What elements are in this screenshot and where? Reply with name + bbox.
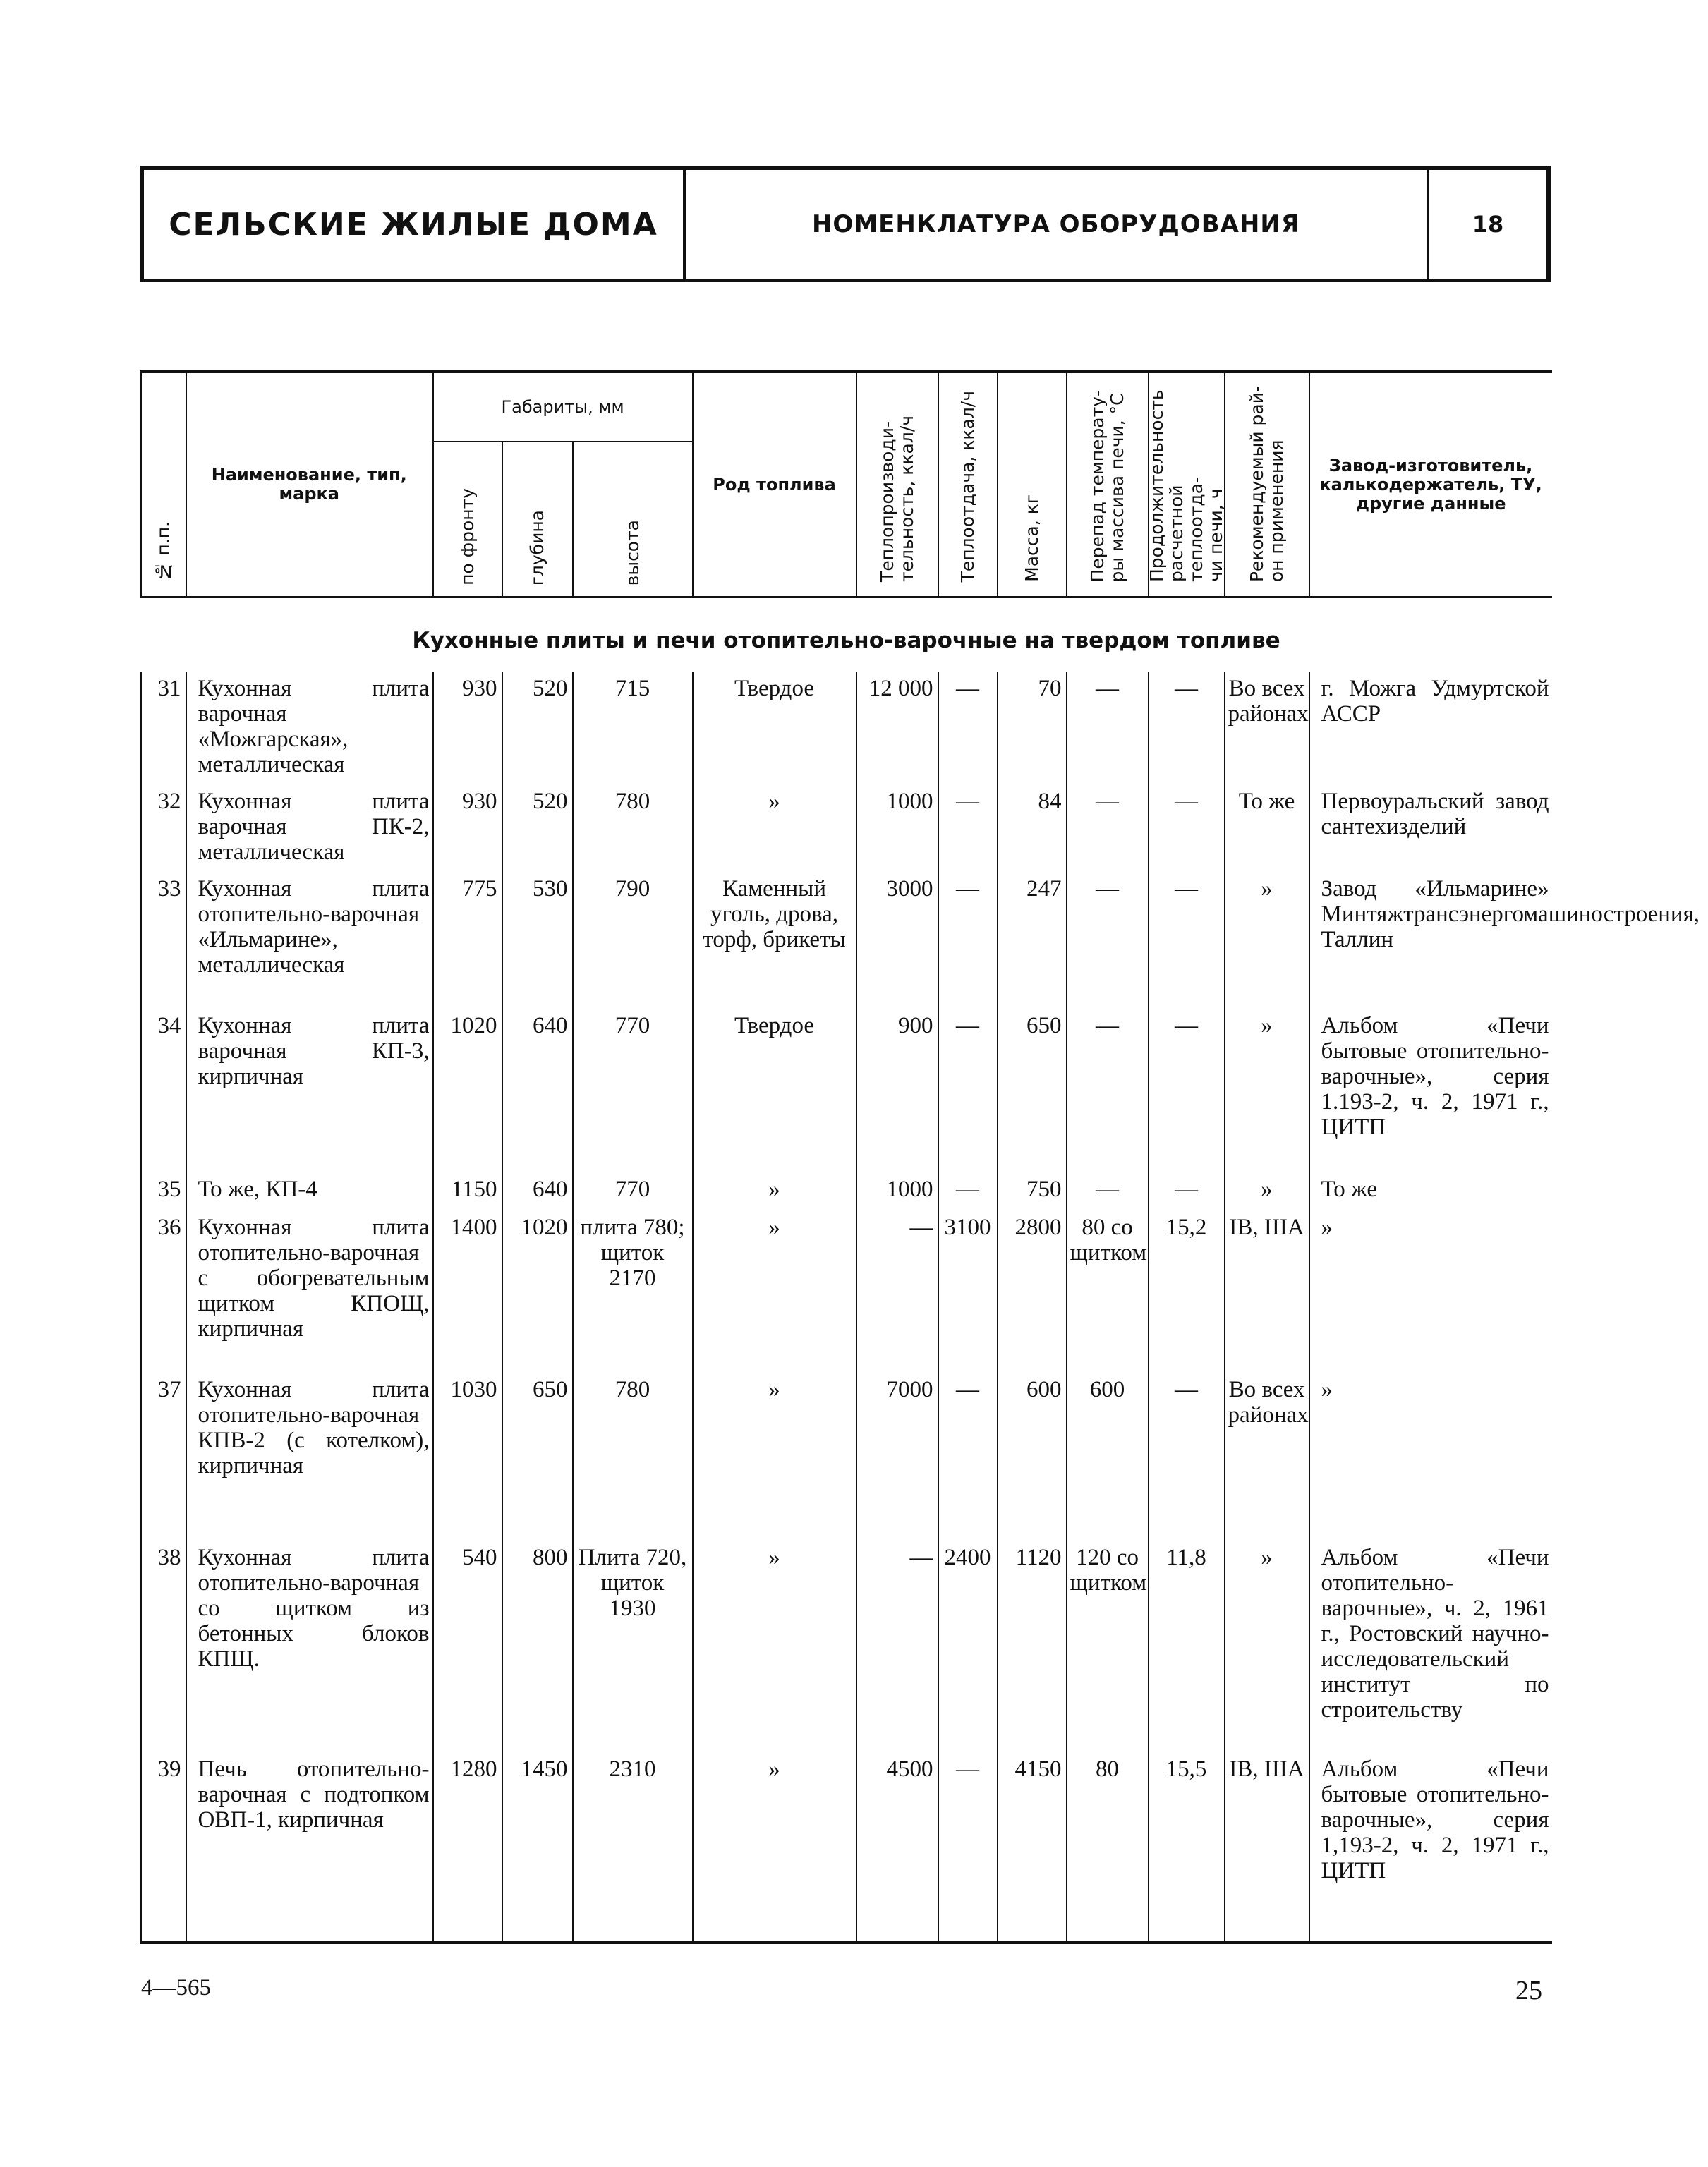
- cell-heat-output: 900: [856, 1009, 938, 1172]
- cell-heat-output: —: [856, 1541, 938, 1752]
- series-title: СЕЛЬСКИЕ ЖИЛЫЕ ДОМА: [144, 170, 686, 279]
- cell-mass: 2800: [998, 1210, 1067, 1373]
- cell-region: Во всех районах: [1225, 1373, 1309, 1541]
- section-row: [141, 597, 1552, 672]
- cell-height: 770: [573, 1172, 693, 1210]
- cell-temp-diff: —: [1067, 672, 1149, 784]
- col-header-duration: Продолжительность расчетной теплоотда- чи печи, ч: [1149, 372, 1225, 597]
- cell-duration: —: [1149, 872, 1225, 1009]
- cell-temp-diff: —: [1067, 784, 1149, 872]
- cell-fuel: »: [693, 1752, 856, 1943]
- col-header-maker: Завод-изготовитель, калькодержатель, ТУ, другие данные: [1309, 372, 1552, 597]
- cell-depth: 520: [502, 784, 573, 872]
- col-header-depth: глубина: [502, 442, 573, 597]
- cell-heat-output: 1000: [856, 1172, 938, 1210]
- cell-fuel: »: [693, 784, 856, 872]
- col-header-height: высота: [573, 442, 693, 597]
- cell-num: 31: [141, 672, 186, 784]
- cell-front: 540: [433, 1541, 502, 1752]
- cell-depth: 650: [502, 1373, 573, 1541]
- cell-name: То же, КП-4: [186, 1172, 433, 1210]
- cell-maker: Первоуральский завод сантехизделий: [1309, 784, 1552, 872]
- cell-front: 930: [433, 672, 502, 784]
- cell-height: 715: [573, 672, 693, 784]
- cell-name: Кухонная плита варочная КП-3, кирпичная: [186, 1009, 433, 1172]
- cell-name: Кухонная плита отопительно-варочная КПВ-2 (с котелком), кирпичная: [186, 1373, 433, 1541]
- cell-front: 1400: [433, 1210, 502, 1373]
- section-heading: НОМЕНКЛАТУРА ОБОРУДОВАНИЯ: [686, 170, 1429, 279]
- cell-num: 34: [141, 1009, 186, 1172]
- cell-mass: 84: [998, 784, 1067, 872]
- cell-name: Кухонная плита отопительно-варочная с обогревательным щитком КПОЩ, кирпичная: [186, 1210, 433, 1373]
- table-row: [141, 784, 1552, 872]
- cell-fuel: Каменный уголь, дрова, торф, брикеты: [693, 872, 856, 1009]
- col-header-name: Наименование, тип, марка: [186, 372, 433, 597]
- cell-heat-output: —: [856, 1210, 938, 1373]
- cell-heat-transfer: —: [938, 1172, 998, 1210]
- col-header-num: № п.п.: [141, 372, 186, 597]
- cell-maker: »: [1309, 1373, 1552, 1541]
- cell-height: 790: [573, 872, 693, 1009]
- cell-region: Во всех районах: [1225, 672, 1309, 784]
- cell-height: 780: [573, 784, 693, 872]
- cell-height: Плита 720, щиток 1930: [573, 1541, 693, 1752]
- table-row: [141, 1009, 1552, 1172]
- cell-num: 36: [141, 1210, 186, 1373]
- cell-height: 2310: [573, 1752, 693, 1943]
- cell-region: IB, IIIA: [1225, 1210, 1309, 1373]
- col-header-region: Рекомендуемый рай- он применения: [1225, 372, 1309, 597]
- cell-mass: 600: [998, 1373, 1067, 1541]
- cell-depth: 640: [502, 1009, 573, 1172]
- cell-num: 33: [141, 872, 186, 1009]
- col-header-dimensions: Габариты, мм: [433, 372, 693, 442]
- col-header-temp-diff: Перепад температу- ры массива печи, °С: [1067, 372, 1149, 597]
- cell-mass: 247: [998, 872, 1067, 1009]
- col-header-heat-output: Теплопроизводи- тельность, ккал/ч: [856, 372, 938, 597]
- cell-heat-transfer: —: [938, 872, 998, 1009]
- cell-heat-output: 3000: [856, 872, 938, 1009]
- document-code: 4—565: [141, 1975, 211, 2001]
- cell-fuel: Твердое: [693, 1009, 856, 1172]
- cell-heat-transfer: —: [938, 1752, 998, 1943]
- cell-name: Кухонная плита варочная ПК-2, металлическая: [186, 784, 433, 872]
- cell-region: »: [1225, 1172, 1309, 1210]
- cell-fuel: »: [693, 1541, 856, 1752]
- cell-height: 780: [573, 1373, 693, 1541]
- table-row: [141, 1373, 1552, 1541]
- table-row: [141, 872, 1552, 1009]
- table-row: [141, 1172, 1552, 1210]
- cell-maker: Альбом «Печи бытовые отопительно-варочные», серия 1.193-2, ч. 2, 1971 г., ЦИТП: [1309, 1009, 1552, 1172]
- cell-front: 1020: [433, 1009, 502, 1172]
- cell-heat-transfer: —: [938, 672, 998, 784]
- cell-duration: —: [1149, 1009, 1225, 1172]
- cell-name: Кухонная плита варочная «Можгарская», металлическая: [186, 672, 433, 784]
- equipment-table: [140, 370, 1700, 1944]
- cell-front: 775: [433, 872, 502, 1009]
- cell-height: 770: [573, 1009, 693, 1172]
- cell-duration: —: [1149, 784, 1225, 872]
- cell-fuel: »: [693, 1172, 856, 1210]
- col-header-heat-transfer: Теплоотдача, ккал/ч: [938, 372, 998, 597]
- cell-temp-diff: 120 со щитком: [1067, 1541, 1149, 1752]
- cell-depth: 520: [502, 672, 573, 784]
- cell-temp-diff: —: [1067, 1009, 1149, 1172]
- cell-mass: 4150: [998, 1752, 1067, 1943]
- cell-maker: То же: [1309, 1172, 1552, 1210]
- cell-temp-diff: 80 со щитком: [1067, 1210, 1149, 1373]
- cell-mass: 750: [998, 1172, 1067, 1210]
- cell-depth: 1450: [502, 1752, 573, 1943]
- cell-region: То же: [1225, 784, 1309, 872]
- cell-mass: 650: [998, 1009, 1067, 1172]
- cell-duration: 15,5: [1149, 1752, 1225, 1943]
- cell-temp-diff: 600: [1067, 1373, 1149, 1541]
- cell-heat-output: 1000: [856, 784, 938, 872]
- table-header: [141, 372, 1552, 597]
- cell-region: »: [1225, 1541, 1309, 1752]
- table-row: [141, 1752, 1552, 1943]
- cell-maker: Альбом «Печи отопительно-варочные», ч. 2, 1961 г., Ростовский научно-исследовательский институт по строительству: [1309, 1541, 1552, 1752]
- cell-name: Кухонная плита отопительно-варочная «Ильмарине», металлическая: [186, 872, 433, 1009]
- cell-duration: 15,2: [1149, 1210, 1225, 1373]
- cell-maker: Альбом «Печи бытовые отопительно-варочные», серия 1,193-2, ч. 2, 1971 г., ЦИТП: [1309, 1752, 1552, 1943]
- cell-num: 39: [141, 1752, 186, 1943]
- cell-heat-transfer: —: [938, 1373, 998, 1541]
- cell-mass: 70: [998, 672, 1067, 784]
- cell-name: Кухонная плита отопительно-варочная со щитком из бетонных блоков КПЩ.: [186, 1541, 433, 1752]
- cell-duration: 11,8: [1149, 1541, 1225, 1752]
- cell-duration: —: [1149, 1172, 1225, 1210]
- table-row: [141, 672, 1552, 784]
- cell-heat-transfer: —: [938, 784, 998, 872]
- cell-heat-transfer: 2400: [938, 1541, 998, 1752]
- page-number: 25: [1515, 1976, 1542, 2005]
- cell-depth: 800: [502, 1541, 573, 1752]
- cell-heat-transfer: —: [938, 1009, 998, 1172]
- cell-mass: 1120: [998, 1541, 1067, 1752]
- cell-front: 1280: [433, 1752, 502, 1943]
- cell-region: IB, IIIA: [1225, 1752, 1309, 1943]
- cell-temp-diff: 80: [1067, 1752, 1149, 1943]
- cell-name: Печь отопительно-варочная с подтопком ОВП-1, кирпичная: [186, 1752, 433, 1943]
- cell-duration: —: [1149, 672, 1225, 784]
- cell-maker: Завод «Ильмарине» Минтяжтрансэнергомашиностроения, Таллин: [1309, 872, 1552, 1009]
- cell-temp-diff: —: [1067, 872, 1149, 1009]
- cell-fuel: Твердое: [693, 672, 856, 784]
- cell-heat-output: 7000: [856, 1373, 938, 1541]
- cell-num: 38: [141, 1541, 186, 1752]
- table-row: [141, 1210, 1552, 1373]
- cell-heat-transfer: 3100: [938, 1210, 998, 1373]
- cell-maker: »: [1309, 1210, 1552, 1373]
- col-header-mass: Масса, кг: [998, 372, 1067, 597]
- cell-region: »: [1225, 1009, 1309, 1172]
- cell-fuel: »: [693, 1210, 856, 1373]
- cell-depth: 1020: [502, 1210, 573, 1373]
- col-header-front: по фронту: [433, 442, 502, 597]
- cell-num: 32: [141, 784, 186, 872]
- cell-heat-output: 4500: [856, 1752, 938, 1943]
- cell-duration: —: [1149, 1373, 1225, 1541]
- cell-num: 37: [141, 1373, 186, 1541]
- section-title: Кухонные плиты и печи отопительно-варочные на твердом топливе: [412, 628, 1280, 653]
- cell-front: 1150: [433, 1172, 502, 1210]
- cell-depth: 530: [502, 872, 573, 1009]
- cell-fuel: »: [693, 1373, 856, 1541]
- cell-front: 930: [433, 784, 502, 872]
- cell-front: 1030: [433, 1373, 502, 1541]
- col-header-fuel: Род топлива: [693, 372, 856, 597]
- cell-maker: г. Можга Удмуртской АССР: [1309, 672, 1552, 784]
- cell-depth: 640: [502, 1172, 573, 1210]
- cell-num: 35: [141, 1172, 186, 1210]
- table-row: [141, 1541, 1552, 1752]
- cell-heat-output: 12 000: [856, 672, 938, 784]
- sheet-number: 18: [1472, 211, 1504, 238]
- cell-height: плита 780; щиток 2170: [573, 1210, 693, 1373]
- cell-region: »: [1225, 872, 1309, 1009]
- cell-temp-diff: —: [1067, 1172, 1149, 1210]
- page-header: [140, 166, 1551, 282]
